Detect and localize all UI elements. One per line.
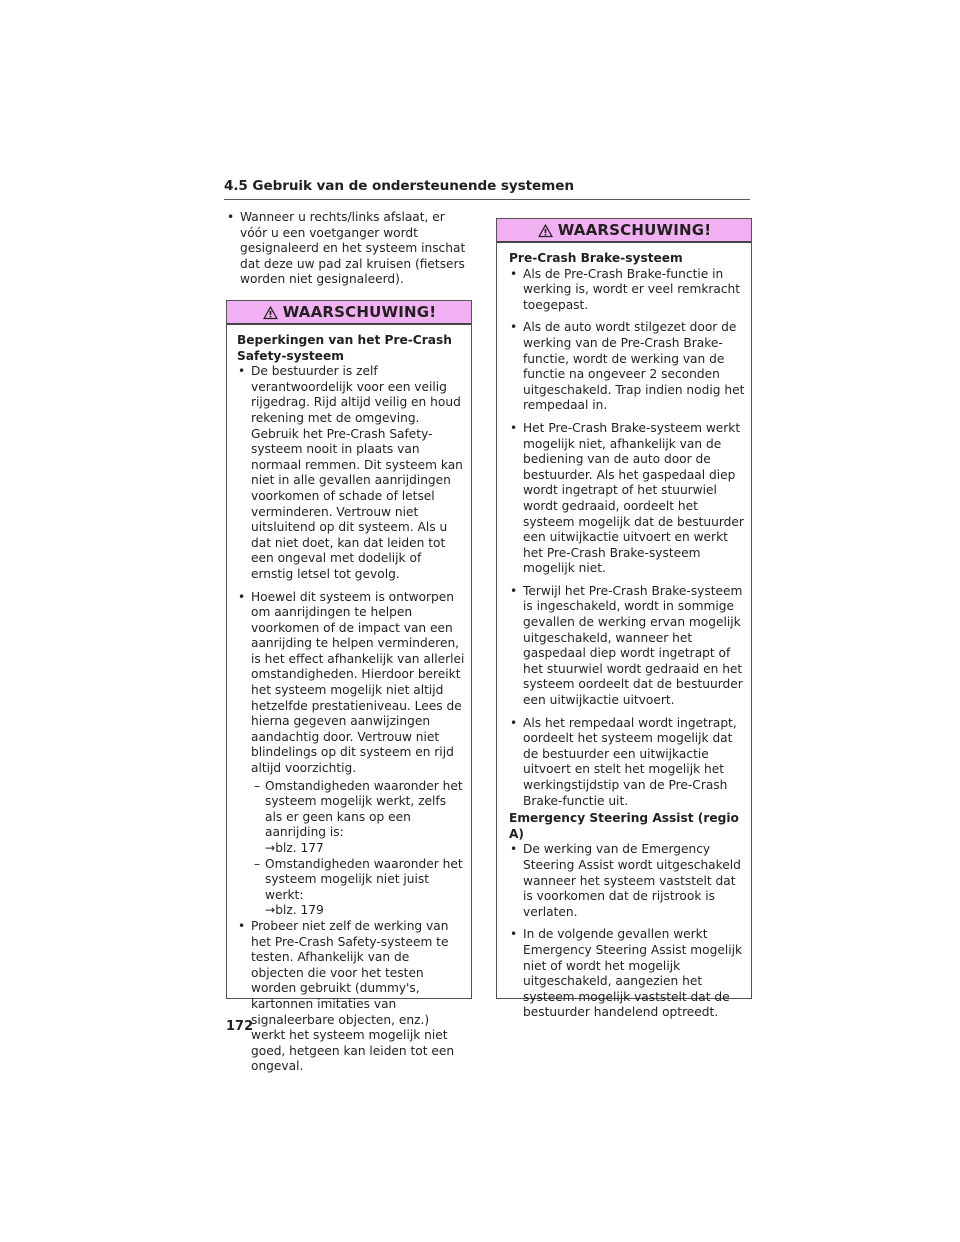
section-header: [224, 178, 750, 194]
warning-bullet-text: Als de Pre-Crash Brake-functie in werking is, wordt er veel remkracht toegepast.: [523, 266, 741, 312]
bullet-dot: •: [238, 364, 246, 379]
bullet-dot: •: [510, 266, 518, 281]
warning-bullet-text: Als de auto wordt stilgezet door de werking van de Pre-Crash Brake-functie, wordt de werking van de functie na ongeveer 2 seconden uitgeschakeld. Trap indien nodig het rempedaal in.: [523, 320, 745, 413]
warning-bullet: [509, 421, 745, 577]
warning-bullet: [509, 842, 745, 920]
dash-marker: –: [254, 778, 261, 793]
warning-body: [497, 243, 751, 1034]
subitem-text: Omstandigheden waaronder het systeem mogelijk niet juist werkt:: [265, 856, 463, 902]
warning-bullet-text: Als het rempedaal wordt ingetrapt, oordeelt het systeem mogelijk dat de bestuurder een uitwijkactie uitvoert en stelt het mogelijk het werkingstijdstip van de Pre-Crash Brake-functie uit.: [523, 715, 737, 808]
warning-header: [227, 301, 471, 325]
dash-marker: –: [254, 856, 261, 871]
warning-title: WAARSCHUWING!: [282, 303, 437, 321]
warning-subitem: [237, 857, 465, 919]
warning-subtitle: Pre-Crash Brake-systeem: [509, 251, 683, 265]
bullet-dot: •: [227, 210, 235, 224]
warning-bullet-text: Het Pre-Crash Brake-systeem werkt mogelijk niet, afhankelijk van de bediening van de auto door de bestuurder. Als het gaspedaal diep wordt ingetrapt of het stuurwiel wordt gedraaid, oordeelt het systeem mogelijk dat de bestuurder een uitwijkactie uitvoert en werkt het Pre-Crash Brake-systeem mogelijk niet.: [523, 420, 744, 576]
page-reference-link[interactable]: →blz. 177: [265, 841, 324, 855]
intro-bullet: [226, 210, 470, 288]
intro-bullet-text: Wanneer u rechts/links afslaat, er vóór u een voetganger wordt gesignaleerd en het systeem inschat dat deze uw pad zal kruisen (fietsers worden niet gesignaleerd).: [240, 210, 466, 287]
warning-bullet: [509, 584, 745, 709]
warning-bullet: [509, 267, 745, 314]
warning-header: [497, 219, 751, 243]
subitem-text: Omstandigheden waaronder het systeem mogelijk werkt, zelfs als er geen kans op een aanrijding is:: [265, 778, 463, 840]
header-rule: [224, 199, 750, 200]
warning-bullet-text: De werking van de Emergency Steering Assist wordt uitgeschakeld wanneer het systeem vaststelt dat is voorkomen dat de rijstrook is verlaten.: [523, 842, 741, 919]
warning-bullet: [237, 364, 465, 582]
warning-bullet-text: In de volgende gevallen werkt Emergency Steering Assist mogelijk niet of wordt het mogelijk uitgeschakeld, aangezien het systeem mogelijk vaststelt dat de bestuurder handelend optreedt.: [523, 927, 743, 1020]
warning-bullet-text: Hoewel dit systeem is ontworpen om aanrijdingen te helpen voorkomen of de impact van een aanrijding te helpen verminderen, is het effect afhankelijk van allerlei omstandigheden. Hierdoor bereikt het systeem mogelijk niet altijd hetzelfde prestatieniveau. Lees de hierna gegeven aanwijzingen aandachtig door. Vertrouw niet blindelings op dit systeem en rijd altijd voorzichtig.: [251, 589, 465, 776]
intro-section: [226, 210, 470, 295]
warning-bullet-text: Probeer niet zelf de werking van het Pre-Crash Safety-systeem te testen. Afhankelijk van de objecten die voor het testen worden gebruikt (dummy's, kartonnen imitaties van signaleerbare objecten, enz.) werkt het systeem mogelijk niet goed, hetgeen kan leiden tot een ongeval.: [251, 918, 455, 1074]
warning-bullet: [509, 716, 745, 810]
warning-subtitle: Emergency Steering Assist (regio A): [509, 811, 739, 841]
bullet-dot: •: [238, 589, 246, 604]
warning-triangle-icon: [537, 223, 554, 238]
warning-bullet: [237, 919, 465, 1075]
warning-subtitle: Beperkingen van het Pre-Crash Safety-systeem: [237, 333, 452, 363]
warning-bullet: [509, 320, 745, 414]
bullet-dot: •: [510, 927, 518, 942]
bullet-dot: •: [238, 918, 246, 933]
warning-box-right: [496, 218, 752, 1020]
section-title: 4.5 Gebruik van de ondersteunende systemen: [224, 178, 574, 194]
page-reference-link[interactable]: →blz. 179: [265, 903, 324, 918]
warning-bullet: [509, 927, 745, 1021]
warning-title: WAARSCHUWING!: [557, 221, 712, 239]
warning-triangle-icon: [262, 305, 279, 320]
warning-bullet-text: De bestuurder is zelf verantwoordelijk voor een veilig rijgedrag. Rijd altijd veilig en houd rekening met de omgeving. Gebruik het Pre-Crash Safety-systeem nooit in plaats van normaal remmen. Dit systeem kan niet in alle gevallen aanrijdingen voorkomen of schade of letsel verminderen. Vertrouw niet uitsluitend op dit systeem. Als u dat niet doet, kan dat leiden tot een ongeval met dodelijk of ernstig letsel tot gevolg.: [251, 364, 463, 581]
bullet-dot: •: [510, 842, 518, 857]
warning-bullet-text: Terwijl het Pre-Crash Brake-systeem is ingeschakeld, wordt in sommige gevallen de werking ervan mogelijk uitgeschakeld, wanneer het gaspedaal diep wordt ingetrapt of het stuurwiel wordt gedraaid en het systeem oordeelt dat de bestuurder een uitwijkactie uitvoert.: [523, 583, 743, 708]
bullet-dot: •: [510, 320, 518, 335]
bullet-dot: •: [510, 715, 518, 730]
bullet-dot: •: [510, 583, 518, 598]
page-number: 172: [226, 1019, 254, 1034]
warning-subitem: [237, 779, 465, 857]
warning-bullet: [237, 590, 465, 777]
bullet-dot: •: [510, 420, 518, 435]
warning-body: [227, 325, 471, 1088]
